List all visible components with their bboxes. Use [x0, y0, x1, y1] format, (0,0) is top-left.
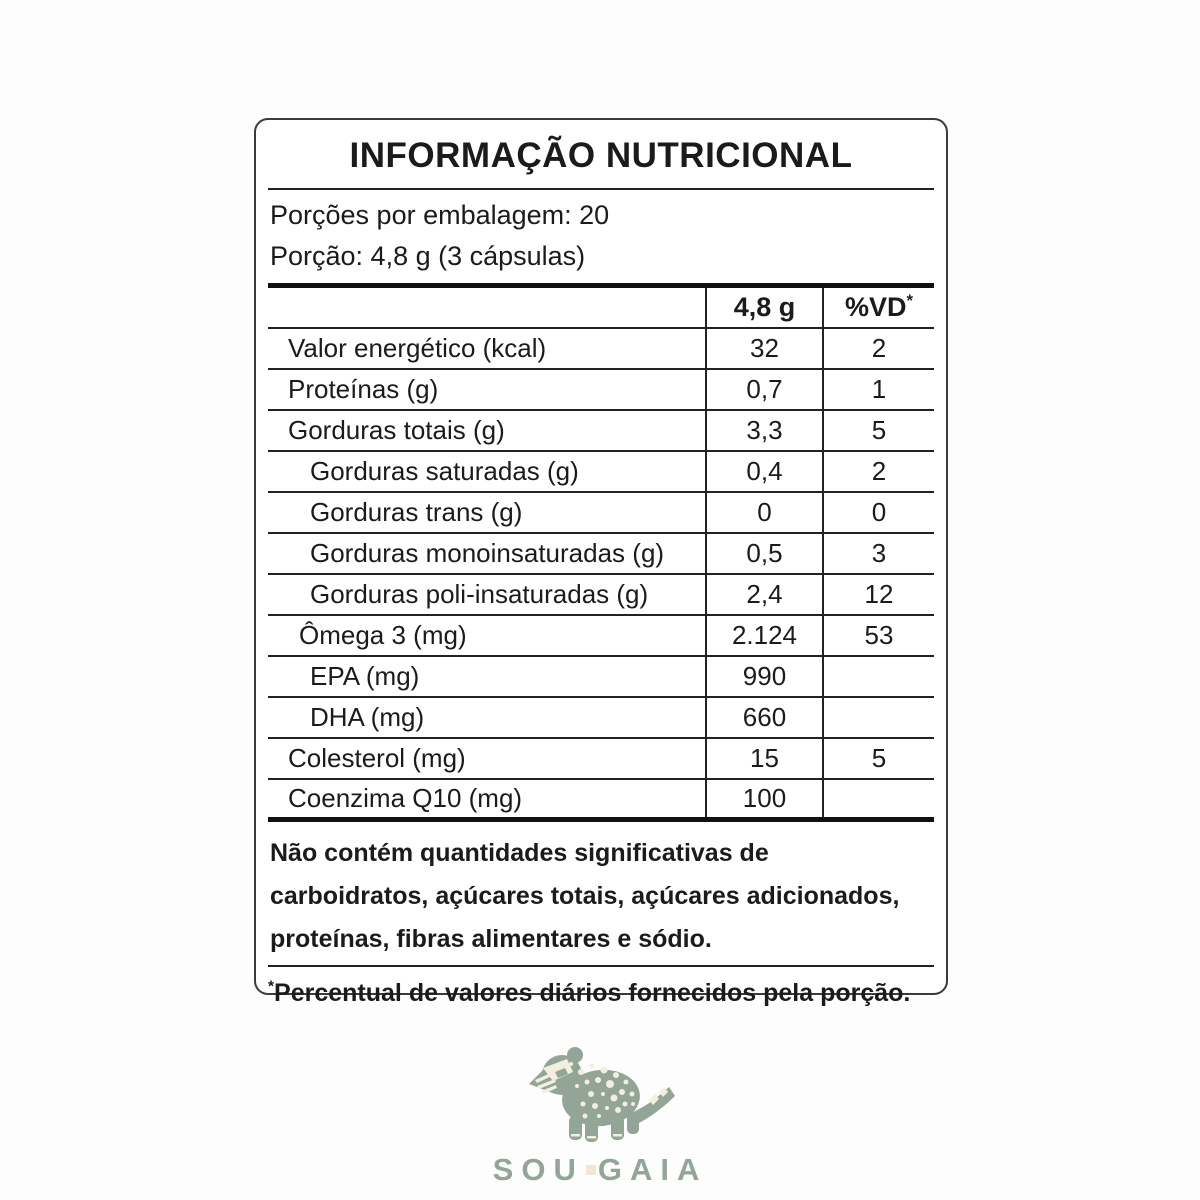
nutrition-label	[254, 118, 948, 1007]
header-dv-asterisk: *	[906, 290, 914, 310]
nutrient-name: Gorduras poli-insaturadas (g)	[268, 574, 706, 615]
nutrient-name: Valor energético (kcal)	[268, 328, 706, 369]
nutrient-name: Gorduras totais (g)	[268, 410, 706, 451]
nutrient-amount: 0,5	[706, 533, 823, 574]
nutrient-amount: 2,4	[706, 574, 823, 615]
brand-word: SOU	[492, 1152, 584, 1187]
label-title: INFORMAÇÃO NUTRICIONAL	[349, 136, 853, 175]
serving-size: Porção: 4,8 g (3 cápsulas)	[270, 241, 586, 271]
brand-word: GAIA	[597, 1152, 708, 1187]
footnote-text: Percentual de valores diários fornecidos pela porção.	[274, 979, 911, 1007]
no-significant-amounts-note	[268, 822, 934, 965]
table-row	[268, 492, 934, 533]
note-line: Não contém quantidades significativas de	[270, 839, 769, 867]
footnote-block	[268, 967, 934, 1013]
nutrient-amount: 3,3	[706, 410, 823, 451]
header-amount: 4,8 g	[706, 286, 823, 328]
nutrient-amount: 0,7	[706, 369, 823, 410]
header-dv-label: %VD	[844, 291, 907, 322]
table-row	[268, 451, 934, 492]
servings-per-package: Porções por embalagem: 20	[270, 200, 610, 230]
note-line: carboidratos, açúcares totais, açúcares adicionados,	[270, 882, 900, 910]
daily-value-footnote	[268, 973, 934, 1013]
table-row	[268, 574, 934, 615]
nutrient-dv: 2	[823, 451, 934, 492]
table-row	[268, 656, 934, 697]
table-header-row	[268, 286, 934, 328]
brand-name	[0, 1152, 1200, 1188]
nutrient-amount: 990	[706, 656, 823, 697]
brand-logo	[0, 1042, 1200, 1188]
nutrient-dv	[823, 697, 934, 738]
nutrient-amount: 2.124	[706, 615, 823, 656]
table-row	[268, 615, 934, 656]
table-row	[268, 369, 934, 410]
nutrient-dv	[823, 779, 934, 820]
nutrient-dv: 3	[823, 533, 934, 574]
nutrient-dv: 1	[823, 369, 934, 410]
nutrient-name: Colesterol (mg)	[268, 738, 706, 779]
table-row	[268, 533, 934, 574]
note-line: proteínas, fibras alimentares e sódio.	[270, 925, 712, 953]
nutrient-name: EPA (mg)	[268, 656, 706, 697]
nutrient-dv	[823, 656, 934, 697]
brand-separator-square	[586, 1165, 596, 1175]
nutrient-name: Gorduras monoinsaturadas (g)	[268, 533, 706, 574]
nutrient-dv: 5	[823, 738, 934, 779]
nutrition-table	[268, 283, 934, 822]
table-row	[268, 779, 934, 820]
serving-info	[268, 190, 934, 283]
header-blank	[268, 286, 706, 328]
header-dv	[823, 286, 934, 328]
nutrient-amount: 15	[706, 738, 823, 779]
nutrient-name: Gorduras trans (g)	[268, 492, 706, 533]
nutrient-name: Coenzima Q10 (mg)	[268, 779, 706, 820]
footnote-asterisk: *	[268, 978, 275, 996]
table-row	[268, 410, 934, 451]
nutrient-dv: 2	[823, 328, 934, 369]
nutrient-amount: 0	[706, 492, 823, 533]
nutrient-name: Ômega 3 (mg)	[268, 615, 706, 656]
nutrient-dv: 5	[823, 410, 934, 451]
table-row	[268, 697, 934, 738]
nutrient-amount: 0,4	[706, 451, 823, 492]
nutrient-amount: 660	[706, 697, 823, 738]
nutrient-name: Proteínas (g)	[268, 369, 706, 410]
table-row	[268, 738, 934, 779]
nutrient-dv: 0	[823, 492, 934, 533]
table-row	[268, 328, 934, 369]
nutrient-dv: 53	[823, 615, 934, 656]
nutrient-dv: 12	[823, 574, 934, 615]
spotted-quoll-icon	[525, 1042, 675, 1144]
nutrient-amount: 100	[706, 779, 823, 820]
nutrient-name: Gorduras saturadas (g)	[268, 451, 706, 492]
nutrient-name: DHA (mg)	[268, 697, 706, 738]
nutrient-amount: 32	[706, 328, 823, 369]
